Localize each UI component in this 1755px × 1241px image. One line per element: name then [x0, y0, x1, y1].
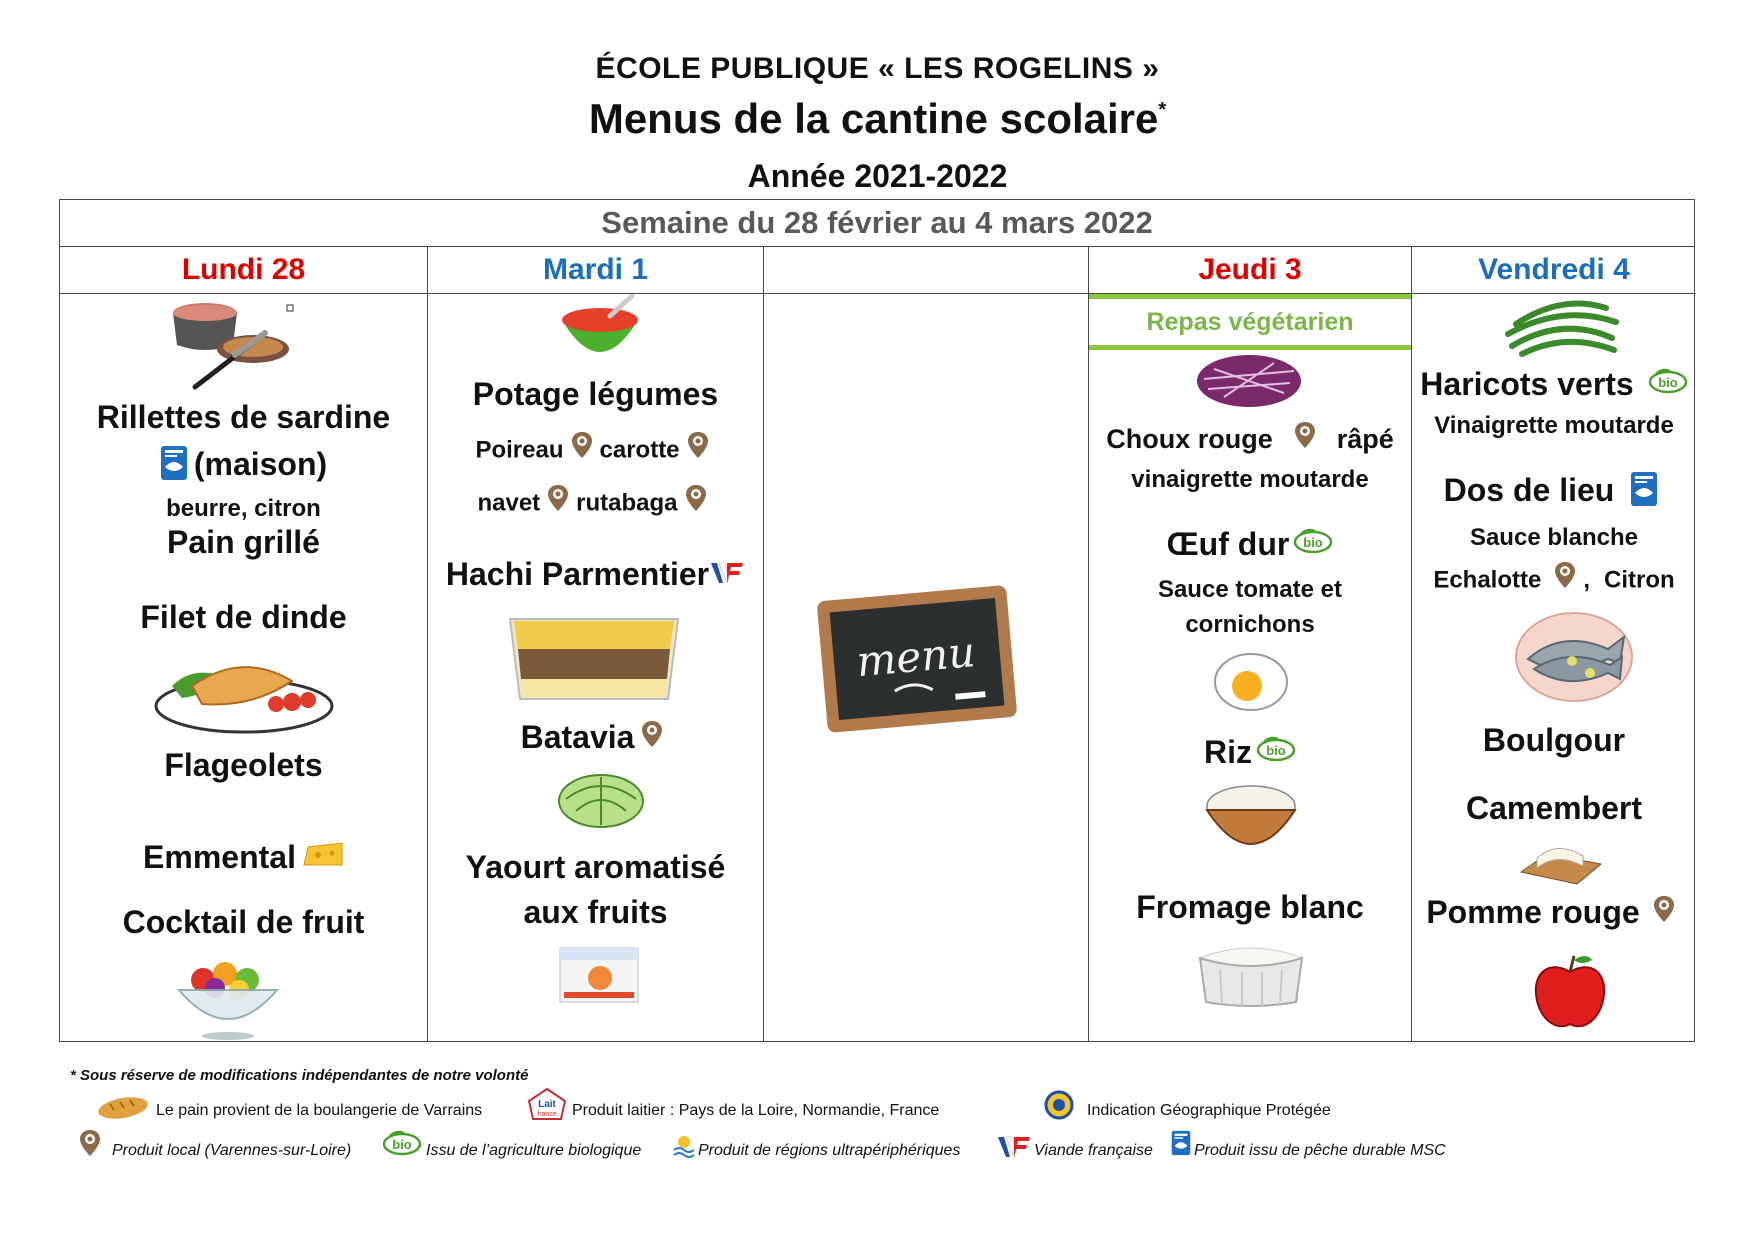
boiled-egg-icon — [1211, 648, 1291, 714]
lait-france-icon — [527, 1087, 567, 1121]
item-poireau: Poireau — [475, 436, 564, 464]
item-yaourt-2: aux fruits — [523, 894, 668, 930]
item-boulgour: Boulgour — [1482, 722, 1626, 758]
item-beurre-citron: beurre, citron — [166, 495, 321, 522]
item-oeuf-text: Œuf dur — [1166, 526, 1290, 562]
legend-pain: Le pain provient de la boulangerie de Varrains — [156, 1102, 483, 1119]
msc-fish-icon — [1171, 1130, 1191, 1156]
chalkboard-menu-icon — [812, 579, 1022, 739]
legend-bio: Issu de l’agriculture biologique — [426, 1142, 642, 1159]
item-carotte: carotte — [599, 436, 680, 464]
msc-fish-icon — [160, 445, 188, 481]
item-navet: navet — [477, 489, 541, 517]
item-choux-rouge — [1089, 424, 1411, 456]
vegetarian-banner: Repas végétarien — [1089, 294, 1411, 350]
column-mardi — [427, 246, 763, 1041]
item-haricots-text: Haricots verts — [1420, 366, 1634, 402]
item-filet-dinde: Filet de dinde — [140, 599, 347, 635]
local-product-pin-icon — [1553, 560, 1577, 590]
local-product-pin-icon — [1652, 894, 1676, 924]
cell-mercredi — [764, 294, 1088, 1041]
viande-francaise-icon — [996, 1134, 1032, 1160]
item-maison — [60, 446, 427, 485]
item-riz-text: Riz — [1204, 734, 1252, 770]
item-echalotte-citron — [1412, 566, 1696, 596]
legend-ultraperipheral: Produit de régions ultrapériphériques — [698, 1142, 961, 1159]
item-dos-de-lieu — [1412, 472, 1696, 511]
fromage-blanc-ramekin-icon — [1192, 940, 1310, 1008]
bio-icon — [1293, 528, 1333, 554]
camembert-board-icon — [1517, 834, 1603, 890]
msc-fish-icon — [1630, 471, 1658, 507]
item-comma: , — [1583, 566, 1591, 594]
cheese-icon — [302, 839, 344, 869]
item-rutabaga: rutabaga — [576, 489, 678, 517]
item-batavia-text: Batavia — [520, 719, 635, 755]
fish-plate-icon — [1512, 607, 1636, 705]
item-emmental — [60, 839, 427, 876]
item-citron: Citron — [1604, 566, 1675, 594]
item-haricots-verts — [1412, 366, 1696, 403]
day-header-mercredi — [764, 246, 1088, 294]
fruit-bowl-icon — [173, 952, 283, 1040]
local-product-pin-icon — [570, 430, 594, 460]
item-fromage-blanc: Fromage blanc — [1136, 889, 1364, 925]
footnote: * Sous réserve de modifications indépendantes de notre volonté — [70, 1067, 529, 1084]
item-batavia — [428, 719, 763, 756]
item-emmental-text: Emmental — [143, 839, 296, 875]
item-vinaigrette-moutarde: Vinaigrette moutarde — [1434, 412, 1674, 439]
bio-icon — [1648, 368, 1688, 394]
day-header-jeudi: Jeudi 3 — [1089, 246, 1411, 294]
item-hachi-parmentier — [428, 556, 763, 593]
cell-mardi — [428, 294, 763, 1041]
lait-label: Lait — [538, 1099, 556, 1110]
school-year: Année 2021-2022 — [747, 158, 1008, 194]
cell-vendredi — [1412, 294, 1696, 1041]
local-product-pin-icon — [686, 430, 710, 460]
cell-lundi — [60, 294, 427, 1041]
chalk-text: menu — [854, 627, 978, 687]
legend-viande: Viande française — [1034, 1142, 1153, 1159]
item-poireau-carotte — [428, 436, 763, 466]
day-header-mardi: Mardi 1 — [428, 246, 763, 294]
igp-seal-icon — [1044, 1090, 1074, 1120]
school-name: ÉCOLE PUBLIQUE « LES ROGELINS » — [595, 52, 1160, 85]
viande-francaise-icon — [709, 560, 745, 586]
legend-laitier: Produit laitier : Pays de la Loire, Normandie, France — [572, 1102, 940, 1119]
item-camembert: Camembert — [1465, 790, 1643, 826]
item-maison-text: (maison) — [193, 446, 328, 482]
column-jeudi — [1088, 246, 1411, 1041]
turkey-plate-icon — [152, 646, 336, 736]
bio-icon — [1256, 736, 1296, 762]
item-vinaigrette: vinaigrette moutarde — [1131, 466, 1369, 493]
week-heading: Semaine du 28 février au 4 mars 2022 — [60, 200, 1694, 247]
bread-icon — [96, 1094, 150, 1122]
column-vendredi — [1411, 246, 1696, 1041]
item-oeuf-dur — [1089, 526, 1411, 563]
item-sauce-tomate: Sauce tomate et — [1157, 576, 1343, 603]
red-cabbage-icon — [1194, 349, 1304, 411]
legend-msc: Produit issu de pêche durable MSC — [1194, 1142, 1446, 1159]
item-cornichons: cornichons — [1185, 611, 1315, 638]
lait-sub-label: france — [537, 1111, 557, 1118]
menu-table — [59, 199, 1695, 1042]
page-title-text: Menus de la cantine scolaire — [588, 95, 1159, 142]
legend-igp: Indication Géographique Protégée — [1087, 1102, 1331, 1119]
green-beans-icon — [1502, 294, 1622, 362]
cell-jeudi — [1089, 294, 1411, 1041]
item-pain-grille: Pain grillé — [167, 524, 320, 560]
rice-bowl-icon — [1201, 782, 1301, 860]
item-flageolets: Flageolets — [164, 747, 323, 783]
yogurt-pack-icon — [556, 942, 642, 1006]
column-mercredi — [763, 246, 1088, 1041]
item-pomme-text: Pomme rouge — [1426, 894, 1640, 930]
soup-bowl-icon — [558, 294, 642, 370]
local-product-pin-icon — [78, 1128, 102, 1158]
item-yaourt-1: Yaourt aromatisé — [465, 849, 726, 885]
item-riz — [1089, 734, 1411, 771]
item-cocktail-fruit: Cocktail de fruit — [122, 904, 365, 940]
item-pomme-rouge — [1412, 894, 1696, 931]
item-sauce-blanche: Sauce blanche — [1469, 524, 1639, 551]
ultraperipheral-icon — [672, 1134, 696, 1158]
item-potage: Potage légumes — [472, 376, 719, 412]
local-product-pin-icon — [1293, 420, 1317, 450]
red-apple-icon — [1530, 952, 1610, 1034]
item-echalotte: Echalotte — [1433, 566, 1542, 594]
day-header-vendredi: Vendredi 4 — [1412, 246, 1696, 294]
day-header-lundi: Lundi 28 — [60, 246, 427, 294]
title-asterisk: * — [1158, 99, 1167, 121]
lettuce-icon — [556, 769, 646, 831]
hachi-parmentier-dish-icon — [504, 599, 684, 709]
local-product-pin-icon — [684, 483, 708, 513]
local-product-pin-icon — [640, 719, 664, 749]
column-lundi — [60, 246, 427, 1041]
local-product-pin-icon — [546, 483, 570, 513]
bio-icon — [382, 1130, 422, 1156]
legend-local: Produit local (Varennes-sur-Loire) — [112, 1142, 352, 1159]
item-choux-rouge-text: Choux rouge — [1106, 424, 1273, 454]
rillettes-jar-icon — [165, 297, 295, 392]
item-rape: râpé — [1336, 424, 1394, 454]
item-dos-text: Dos de lieu — [1443, 472, 1615, 508]
item-hachi-text: Hachi Parmentier — [445, 556, 710, 592]
item-navet-rutabaga — [428, 489, 763, 519]
page-title — [0, 95, 1755, 143]
item-rillettes: Rillettes de sardine — [96, 399, 391, 435]
